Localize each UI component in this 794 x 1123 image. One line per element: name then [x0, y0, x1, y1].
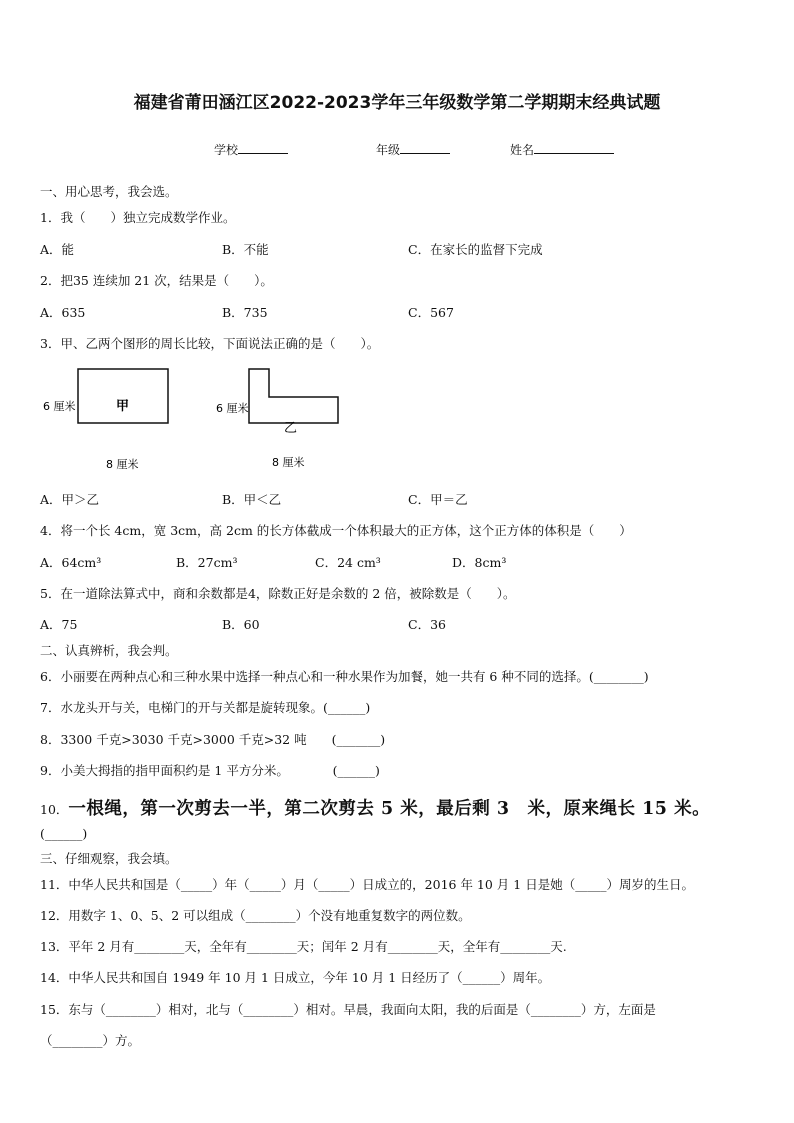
q4-option-b[interactable]: B．27cm³: [176, 555, 238, 570]
question-11: 11．中华人民共和国是（_____）年（_____）月（_____）日成立的，2016 年 10 月 1 日是她（_____）周岁的生日。: [40, 877, 694, 892]
figure-yi-shape: [249, 369, 338, 423]
figure-jia-width-label: 8 厘米: [106, 458, 139, 471]
section-1-heading: 一、用心思考，我会选。: [40, 184, 178, 199]
q10-number: 10．: [40, 802, 69, 817]
figure-yi-name: 乙: [284, 421, 298, 436]
name-blank[interactable]: [534, 141, 614, 154]
section-3-heading: 三、仔细观察，我会填。: [40, 851, 178, 866]
question-14: 14．中华人民共和国自 1949 年 10 月 1 日成立，今年 10 月 1 日经历了（______）周年。: [40, 970, 551, 985]
question-4: 4．将一个长 4cm，宽 3cm，高 2cm 的长方体截成一个体积最大的正方体，这个正方体的体积是（ ）: [40, 523, 632, 538]
figure-jia-rect: [78, 369, 168, 423]
name-label: 姓名: [510, 143, 535, 157]
q1-option-c[interactable]: C．在家长的监督下完成: [408, 242, 543, 257]
q5-option-c[interactable]: C．36: [408, 617, 446, 632]
question-2: 2．把35 连续加 21 次，结果是（ ）。: [40, 273, 273, 288]
q4-option-d[interactable]: D．8cm³: [452, 555, 507, 570]
question-8: 8．3300 千克>3030 千克>3000 千克>32 吨 (_______): [40, 732, 386, 747]
question-13: 13．平年 2 月有________天，全年有________天；闰年 2 月有________天，全年有________天.: [40, 939, 567, 954]
figure-jia: [43, 369, 168, 471]
q10-text: 一根绳，第一次剪去一半，第二次剪去 5 米，最后剩 3 米，原来绳长 15 米。: [68, 799, 711, 819]
question-1: 1．我（ ）独立完成数学作业。: [40, 210, 236, 225]
q4-option-c[interactable]: C．24 cm³: [315, 555, 381, 570]
figure-yi-width-label: 8 厘米: [272, 456, 305, 469]
figure-jia-name: 甲: [116, 399, 130, 414]
q5-option-a[interactable]: A．75: [40, 617, 78, 632]
grade-label: 年级: [376, 143, 401, 157]
figure-yi-height-label: 6 厘米: [216, 402, 249, 415]
q3-option-c[interactable]: C．甲＝乙: [408, 492, 468, 507]
question-6: 6．小丽要在两种点心和三种水果中选择一种点心和一种水果作为加餐，她一共有 6 种不同的选择。(________): [40, 669, 649, 684]
question-3: 3．甲、乙两个图形的周长比较，下面说法正确的是（ ）。: [40, 336, 380, 351]
question-7: 7．水龙头开与关，电梯门的开与关都是旋转现象。(______): [40, 700, 371, 715]
grade-blank[interactable]: [400, 141, 450, 154]
question-15: 15．东与（________）相对，北与（________）相对。早晨，我面向太阳，我的后面是（________）方，左面是: [40, 1002, 656, 1017]
q4-option-a[interactable]: A．64cm³: [40, 555, 102, 570]
school-field: [214, 141, 288, 158]
q3-option-a[interactable]: A．甲＞乙: [40, 492, 100, 507]
section-2-heading: 二、认真辨析，我会判。: [40, 643, 178, 658]
q1-option-b[interactable]: B．不能: [222, 242, 269, 257]
school-label: 学校: [214, 143, 239, 157]
q3-option-b[interactable]: B．甲＜乙: [222, 492, 282, 507]
grade-field: [376, 141, 450, 158]
question-9: 9．小美大拇指的指甲面积约是 1 平方分米。 (______): [40, 763, 380, 778]
question-5: 5．在一道除法算式中，商和余数都是4，除数正好是余数的 2 倍，被除数是（ ）。: [40, 586, 516, 601]
figure-jia-height-label: 6 厘米: [43, 400, 76, 413]
q10-answer-blank[interactable]: (______): [40, 826, 88, 841]
q2-option-b[interactable]: B．735: [222, 305, 268, 320]
name-field: [510, 141, 614, 158]
figure-yi: [216, 369, 338, 469]
q1-option-a[interactable]: A．能: [40, 242, 75, 257]
page-title: 福建省莆田涵江区2022-2023学年三年级数学第二学期期末经典试题: [133, 93, 661, 113]
q3-figures: [36, 360, 356, 475]
question-12: 12．用数字 1、0、5、2 可以组成（________）个没有地重复数字的两位数。: [40, 908, 471, 923]
school-blank[interactable]: [238, 141, 288, 154]
q5-option-b[interactable]: B．60: [222, 617, 260, 632]
q2-option-a[interactable]: A．635: [40, 305, 86, 320]
q2-option-c[interactable]: C．567: [408, 305, 454, 320]
question-15-continued: （________）方。: [40, 1033, 141, 1048]
question-10: [40, 795, 710, 820]
